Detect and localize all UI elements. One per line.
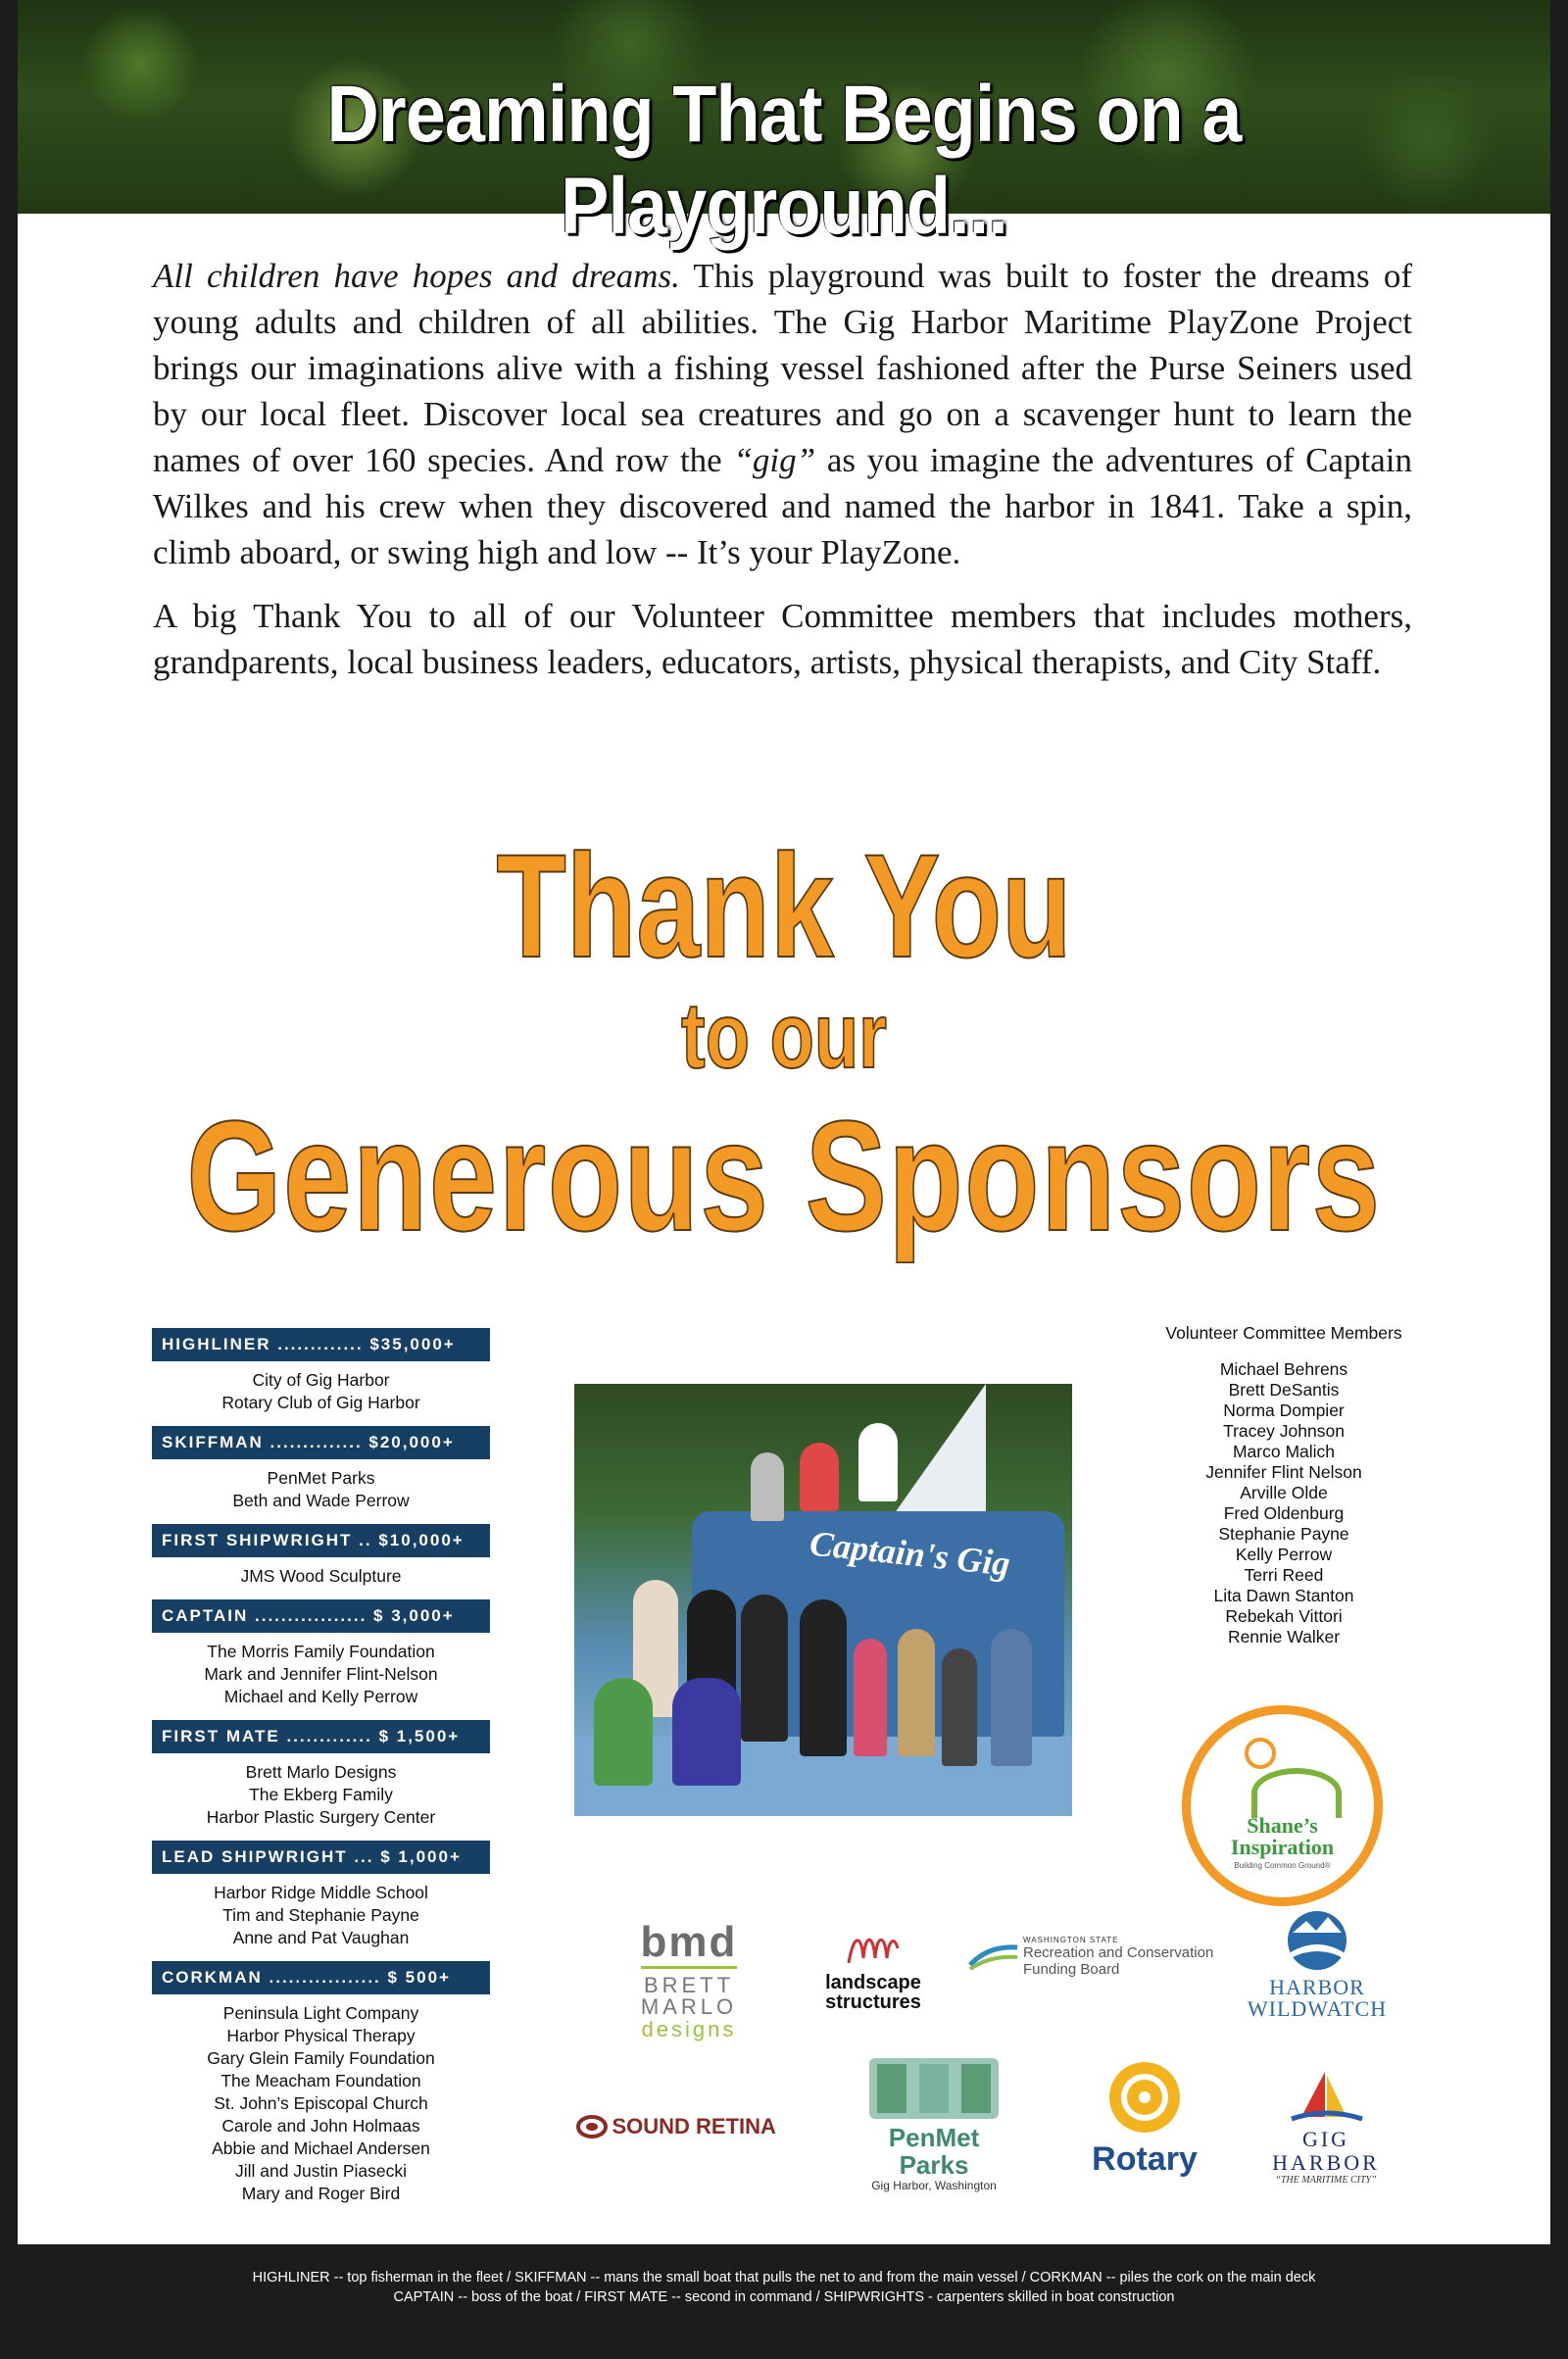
shanes-logo-line2: Inspiration bbox=[1230, 1835, 1335, 1859]
rotary-logo bbox=[1076, 2058, 1213, 2177]
volunteer-name: Terri Reed bbox=[1244, 1565, 1324, 1585]
footer-line-2: CAPTAIN -- boss of the boat / FIRST MATE -- second in command / SHIPWRIGHTS - carpenters skilled in boat construction bbox=[393, 2289, 1175, 2305]
rco-swoosh-icon bbox=[968, 1936, 1019, 1971]
photo-person bbox=[942, 1648, 977, 1766]
intro-gig: “gig” bbox=[733, 441, 816, 479]
photo-person bbox=[858, 1423, 898, 1501]
sponsor-name: Beth and Wade Perrow bbox=[232, 1491, 410, 1510]
photo-person bbox=[751, 1452, 784, 1521]
wildwatch-line1: HARBOR bbox=[1269, 1975, 1365, 1999]
sponsor-name: Peninsula Light Company bbox=[222, 2003, 419, 2023]
sponsor-name: Carole and John Holmaas bbox=[221, 2116, 420, 2136]
tier-header-corkman: CORKMAN ................. $ 500+ bbox=[152, 1961, 490, 1994]
intro-text-a: This playground was built to foster the dreams of young adults and children of all abilities. The Gig Harbor Maritime PlayZone Project brings our imaginations alive with a fishing vessel fashioned after the Purse Seiners used by our local fleet. Discover local sea creatures and go on a scavenger hunt to learn the names of over 160 species. And row the bbox=[153, 257, 1412, 479]
photo-person bbox=[741, 1595, 788, 1742]
photo-person bbox=[594, 1678, 653, 1786]
volunteer-name: Rennie Walker bbox=[1227, 1627, 1341, 1646]
sponsor-name: Jill and Justin Piasecki bbox=[234, 2161, 408, 2181]
tier-names-corkman bbox=[152, 1994, 490, 2217]
photo-person bbox=[898, 1629, 935, 1756]
banner-title: Dreaming That Begins on a Playground... bbox=[326, 70, 1242, 251]
rco-line1: Recreation and Conservation bbox=[1023, 1944, 1214, 1961]
volunteer-name: Marco Malich bbox=[1232, 1442, 1336, 1461]
photo-person bbox=[672, 1678, 741, 1786]
gig-harbor-sub: “THE MARITIME CITY” bbox=[1275, 2175, 1377, 2186]
intro-italic: All children have hopes and dreams. bbox=[153, 257, 680, 295]
landscape-squiggle-icon bbox=[844, 1929, 903, 1968]
tier-header-first-mate: FIRST MATE ............. $ 1,500+ bbox=[152, 1720, 490, 1753]
intro-text bbox=[153, 253, 1412, 703]
sound-retina-logo bbox=[576, 2114, 802, 2139]
sponsor-name: The Morris Family Foundation bbox=[207, 1642, 435, 1661]
photo-boat-label: Captain's Gig bbox=[808, 1523, 1012, 1584]
tier-header-skiffman: SKIFFMAN .............. $20,000+ bbox=[152, 1426, 490, 1459]
banner bbox=[18, 0, 1550, 251]
sponsor-name: Michael and Kelly Perrow bbox=[223, 1687, 418, 1706]
volunteer-name: Brett DeSantis bbox=[1228, 1380, 1340, 1400]
rco-state: WASHINGTON STATE bbox=[1023, 1936, 1119, 1944]
sun-icon bbox=[1245, 1738, 1276, 1769]
shanes-logo-name bbox=[1191, 1815, 1374, 1858]
intro-paragraph-1 bbox=[153, 253, 1412, 575]
volunteer-title: Volunteer Committee Members bbox=[1165, 1323, 1402, 1343]
sponsor-name: The Meacham Foundation bbox=[220, 2071, 421, 2090]
photo-person bbox=[800, 1599, 847, 1756]
sponsor-name: JMS Wood Sculpture bbox=[240, 1566, 402, 1586]
tier-header-captain: CAPTAIN ................. $ 3,000+ bbox=[152, 1599, 490, 1633]
sponsor-name: Rotary Club of Gig Harbor bbox=[221, 1393, 420, 1412]
volunteer-name: Kelly Perrow bbox=[1235, 1545, 1333, 1564]
wildwatch-emblem-icon bbox=[1283, 1909, 1351, 1972]
volunteer-name: Fred Oldenburg bbox=[1223, 1503, 1345, 1523]
volunteer-name: Arville Olde bbox=[1240, 1483, 1328, 1502]
harbor-wildwatch-logo bbox=[1229, 1909, 1405, 2020]
gig-harbor-name: GIG HARBOR bbox=[1272, 2127, 1380, 2175]
sponsor-name: Harbor Ridge Middle School bbox=[214, 1883, 428, 1902]
group-photo bbox=[574, 1384, 1072, 1816]
bmd-rule bbox=[641, 1966, 737, 1969]
tier-names-skiffman bbox=[152, 1459, 490, 1524]
poster bbox=[18, 0, 1550, 2244]
thank-you-heading: Thank You bbox=[496, 823, 1072, 988]
tier-header-lead-shipwright: LEAD SHIPWRIGHT ... $ 1,000+ bbox=[152, 1841, 490, 1874]
landscape-line1: landscape bbox=[825, 1972, 921, 1993]
sponsor-name: Mark and Jennifer Flint-Nelson bbox=[204, 1664, 438, 1684]
sound-retina-swirl-icon bbox=[576, 2114, 608, 2139]
penmet-sub: Gig Harbor, Washington bbox=[871, 2179, 997, 2192]
sponsor-name: PenMet Parks bbox=[267, 1468, 375, 1488]
tier-header-highliner: HIGHLINER ............. $35,000+ bbox=[152, 1328, 490, 1361]
bmd-line3: designs bbox=[641, 2017, 737, 2041]
sponsor-name: Gary Glein Family Foundation bbox=[207, 2048, 435, 2068]
sound-retina-text: SOUND RETINA bbox=[612, 2114, 776, 2138]
intro-paragraph-2: A big Thank You to all of our Volunteer Committee members that includes mothers, grandparents, local business leaders, educators, artists, physical therapists, and City Staff. bbox=[153, 597, 1412, 681]
bmd-mark: bmd bbox=[640, 1918, 738, 1966]
gig-harbor-logo bbox=[1248, 2068, 1404, 2186]
tier-names-first-shipwright bbox=[152, 1557, 490, 1599]
tier-names-lead-shipwright bbox=[152, 1874, 490, 1961]
swirl-icon bbox=[1251, 1768, 1342, 1818]
sponsor-name: Abbie and Michael Andersen bbox=[212, 2138, 430, 2158]
landscape-structures-logo bbox=[809, 1929, 937, 2012]
shanes-logo-tagline: Building Common Ground® bbox=[1234, 1861, 1331, 1870]
volunteer-name: Jennifer Flint Nelson bbox=[1205, 1462, 1362, 1482]
shanes-inspiration-logo bbox=[1182, 1705, 1383, 1906]
volunteer-name: Rebekah Vittori bbox=[1225, 1606, 1343, 1626]
bmd-line2: MARLO bbox=[640, 1994, 738, 2019]
shanes-logo-line1: Shane’s bbox=[1247, 1813, 1318, 1838]
tier-names-highliner bbox=[152, 1361, 490, 1426]
footer-line-1: HIGHLINER -- top fisherman in the fleet / SKIFFMAN -- mans the small boat that pulls the net to and from the main vessel / CORKMAN -- piles the cork on the main deck bbox=[252, 2270, 1316, 2285]
penmet-parks-logo bbox=[851, 2058, 1017, 2192]
sponsor-name: Tim and Stephanie Payne bbox=[222, 1905, 419, 1925]
volunteer-name: Norma Dompier bbox=[1223, 1401, 1345, 1420]
volunteer-name: Michael Behrens bbox=[1219, 1359, 1348, 1379]
photo-person bbox=[854, 1639, 887, 1756]
photo-person bbox=[800, 1443, 839, 1511]
sponsor-tiers bbox=[152, 1328, 490, 2217]
volunteer-name: Tracey Johnson bbox=[1223, 1421, 1345, 1441]
penmet-trees-icon bbox=[865, 2058, 1003, 2119]
intro-text-b: as you imagine the adventures of Captain Wilkes and his crew when they discovered and named the harbor in 1841. Take a spin, climb aboard, or swing high and low -- It’s your PlayZone. bbox=[153, 441, 1412, 571]
volunteer-name: Lita Dawn Stanton bbox=[1213, 1586, 1354, 1605]
photo-person bbox=[991, 1629, 1032, 1766]
landscape-line2: structures bbox=[825, 1991, 921, 2013]
wildwatch-line2: WILDWATCH bbox=[1247, 1996, 1388, 2021]
sponsor-name: Harbor Physical Therapy bbox=[226, 2026, 416, 2045]
glossary-footer bbox=[0, 2268, 1568, 2307]
volunteer-name: Stephanie Payne bbox=[1218, 1524, 1349, 1544]
sponsor-name: City of Gig Harbor bbox=[252, 1370, 390, 1390]
tier-names-captain bbox=[152, 1633, 490, 1720]
volunteer-names bbox=[1137, 1359, 1431, 1647]
sponsor-name: Harbor Plastic Surgery Center bbox=[206, 1807, 436, 1827]
sponsor-name: Anne and Pat Vaughan bbox=[232, 1928, 410, 1947]
brett-marlo-logo bbox=[635, 1918, 743, 2041]
tier-header-first-shipwright: FIRST SHIPWRIGHT .. $10,000+ bbox=[152, 1524, 490, 1557]
gig-harbor-sails-icon bbox=[1282, 2068, 1370, 2123]
rotary-wheel-icon bbox=[1105, 2058, 1184, 2137]
rotary-text: Rotary bbox=[1092, 2140, 1198, 2178]
rco-logo bbox=[968, 1936, 1228, 1978]
rco-line2: Funding Board bbox=[1023, 1961, 1120, 1978]
to-our-heading: to our bbox=[681, 984, 887, 1088]
sponsor-name: St. John’s Episcopal Church bbox=[214, 2093, 428, 2113]
volunteer-list bbox=[1137, 1323, 1431, 1647]
tier-names-first-mate bbox=[152, 1753, 490, 1841]
penmet-name: PenMet Parks bbox=[888, 2123, 980, 2180]
sponsor-name: Mary and Roger Bird bbox=[241, 2184, 401, 2203]
sponsor-name: The Ekberg Family bbox=[249, 1785, 393, 1804]
sponsor-name: Brett Marlo Designs bbox=[245, 1762, 397, 1782]
generous-sponsors-heading: Generous Sponsors bbox=[186, 1088, 1382, 1263]
bmd-line1: BRETT bbox=[643, 1973, 735, 1997]
